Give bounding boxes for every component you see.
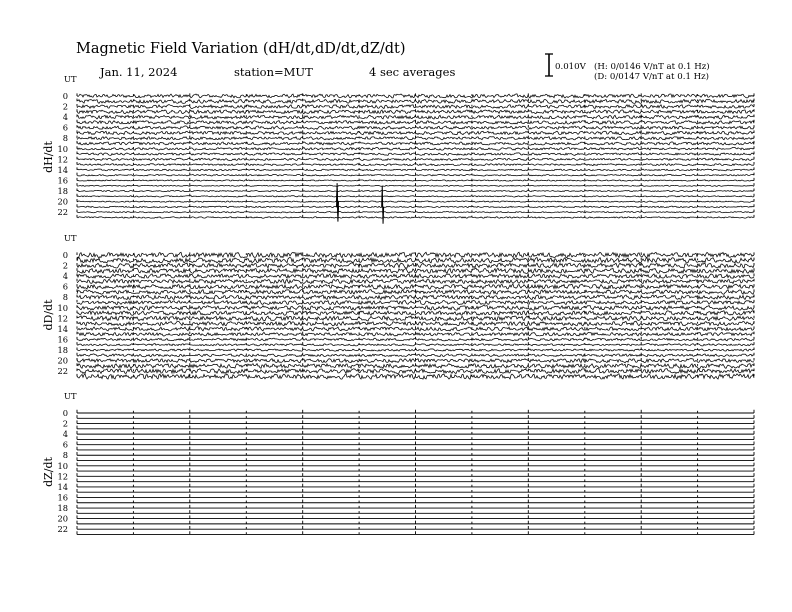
hour-tick-label: 2 (62, 101, 68, 112)
hour-tick-label: 16 (57, 175, 68, 186)
hour-tick-label: 18 (57, 503, 68, 514)
hour-tick-label: 0 (62, 250, 68, 260)
hour-tick-label: 4 (62, 271, 68, 282)
panel-dzdt (42, 391, 754, 534)
hour-tick-label: 8 (62, 133, 68, 144)
hour-tick-label: 14 (57, 481, 68, 492)
hour-tick-label: 16 (57, 334, 68, 345)
scale-d-note: (D: 0/0147 V/nT at 0.1 Hz) (594, 72, 710, 82)
station-label: station=MUT (234, 65, 313, 79)
hour-tick-label: 4 (62, 112, 68, 123)
hour-tick-label: 14 (57, 323, 68, 334)
hour-tick-label: 16 (57, 492, 68, 503)
hour-tick-label: 8 (62, 450, 68, 461)
hour-tick-label: 6 (62, 122, 68, 133)
hour-tick-label: 22 (57, 524, 68, 535)
hour-tick-label: 0 (62, 408, 68, 418)
hour-tick-label: 8 (62, 292, 68, 303)
hour-tick-label: 12 (57, 471, 68, 482)
panel-ylabel: dD/dt (42, 299, 55, 331)
panel-dddt (42, 233, 754, 379)
hour-tick-label: 10 (57, 143, 68, 154)
hour-tick-label: 2 (62, 418, 68, 429)
hour-tick-label: 6 (62, 281, 68, 292)
averaging-label: 4 sec averages (369, 65, 456, 79)
hour-tick-label: 18 (57, 345, 68, 356)
hour-tick-label: 20 (57, 513, 68, 524)
scale-bar (545, 54, 710, 82)
panel-dhdt (42, 74, 754, 224)
hour-tick-label: 22 (57, 366, 68, 377)
date-label: Jan. 11, 2024 (100, 65, 178, 79)
hour-tick-label: 4 (62, 429, 68, 440)
chart-title: Magnetic Field Variation (dH/dt,dD/dt,dZ/dt) (76, 41, 406, 57)
hour-tick-label: 12 (57, 313, 68, 324)
hour-tick-label: 10 (57, 460, 68, 471)
panel-ylabel: dZ/dt (42, 457, 55, 487)
ut-axis-label: UT (64, 233, 77, 243)
hour-tick-label: 10 (57, 302, 68, 313)
hour-tick-label: 2 (62, 260, 68, 271)
hour-tick-label: 20 (57, 355, 68, 366)
hour-tick-label: 18 (57, 186, 68, 197)
scale-bar-label: 0.010V (555, 62, 586, 72)
hour-tick-label: 20 (57, 196, 68, 207)
ut-axis-label: UT (64, 74, 77, 84)
hour-tick-label: 22 (57, 207, 68, 218)
panels-group (42, 74, 754, 534)
hour-tick-label: 12 (57, 154, 68, 165)
hour-tick-label: 14 (57, 164, 68, 175)
hour-tick-label: 6 (62, 439, 68, 450)
hour-tick-label: 0 (62, 91, 68, 101)
panel-ylabel: dH/dt (42, 141, 55, 173)
ut-axis-label: UT (64, 391, 77, 401)
scale-h-note: (H: 0/0146 V/nT at 0.1 Hz) (594, 62, 710, 72)
